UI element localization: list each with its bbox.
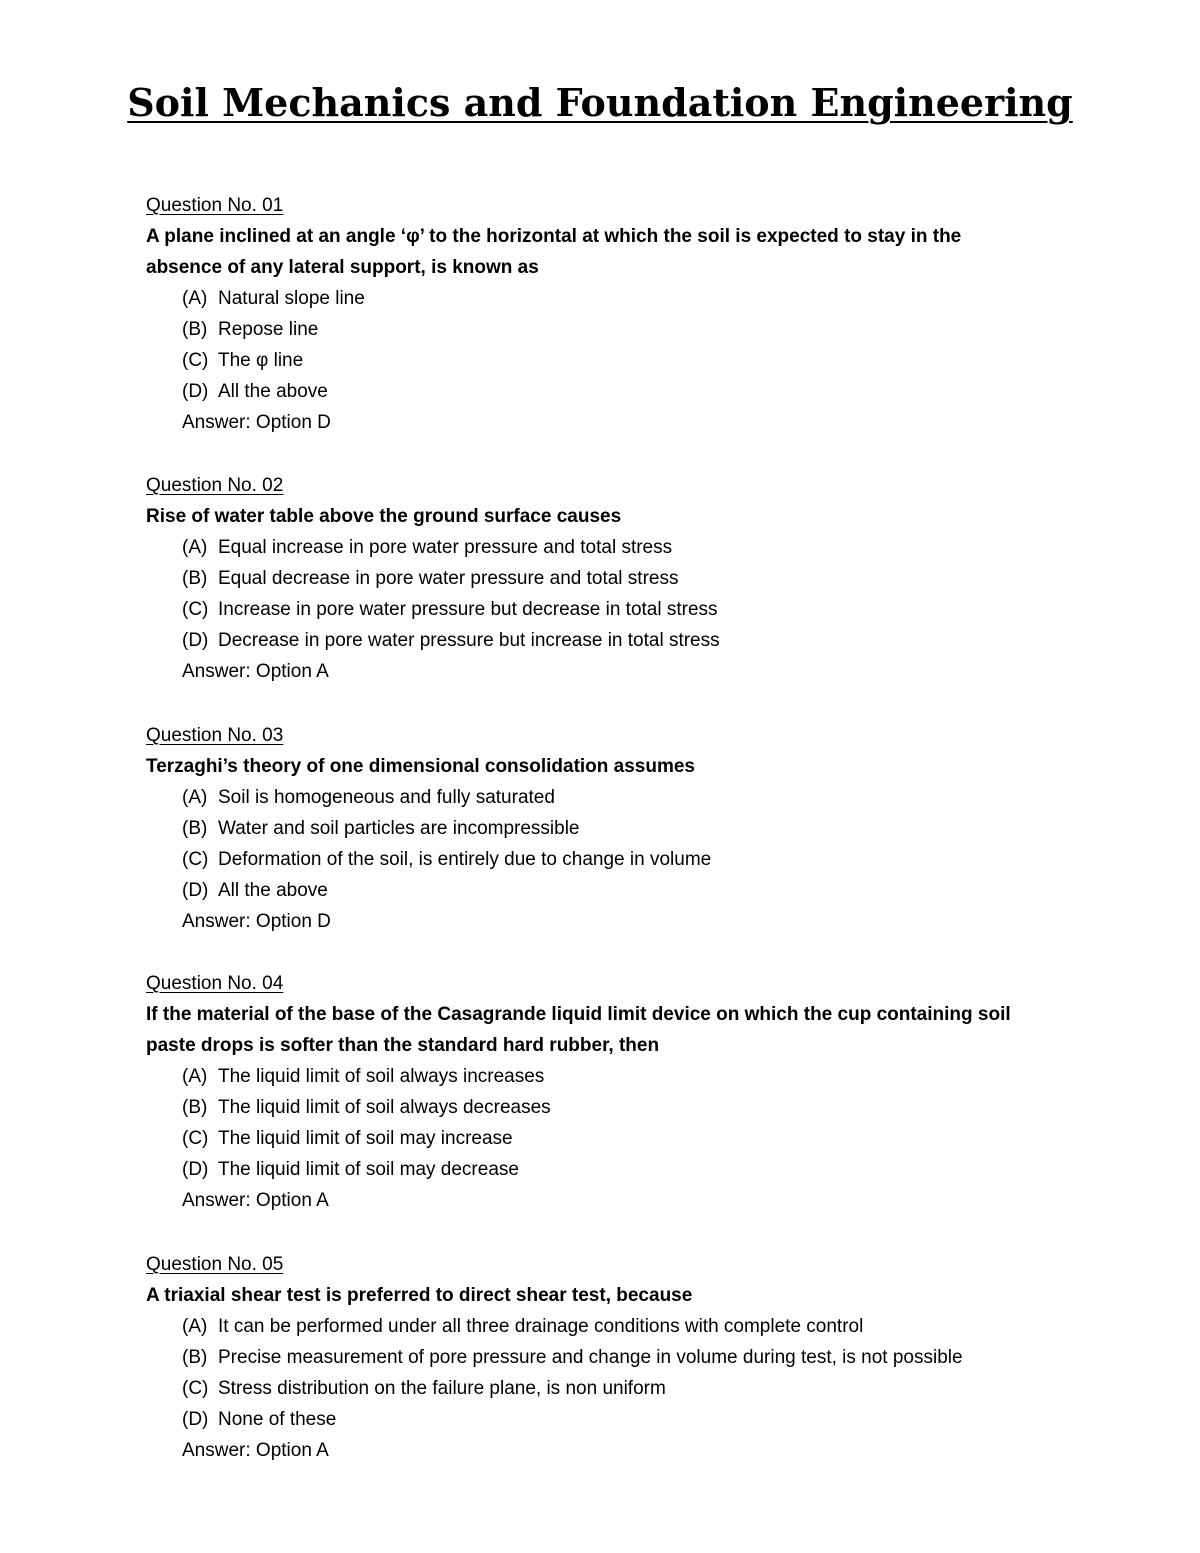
answer-option-c [146, 844, 1046, 875]
option-text: All the above [218, 880, 328, 901]
option-text: Water and soil particles are incompressible [218, 818, 580, 839]
question-block-02 [146, 470, 1046, 687]
question-text-line: absence of any lateral support, is known as [146, 257, 539, 278]
option-label: (A) [182, 537, 208, 558]
option-text: All the above [218, 381, 328, 402]
option-label: (B) [182, 1097, 208, 1118]
question-text-line: Rise of water table above the ground surface causes [146, 506, 622, 527]
question-number: Question No. 01 [146, 195, 284, 216]
option-label: (A) [182, 1316, 208, 1337]
option-label: (C) [182, 599, 209, 620]
option-label: (D) [182, 880, 209, 901]
option-text: The liquid limit of soil may increase [218, 1128, 513, 1149]
option-label: (D) [182, 1409, 209, 1430]
question-number: Question No. 02 [146, 475, 284, 496]
answer-option-a [146, 532, 1046, 563]
answer-option-b [146, 1092, 1046, 1123]
answer-option-b [146, 1342, 1046, 1373]
option-text: Stress distribution on the failure plane, is non uniform [218, 1378, 666, 1399]
option-text: It can be performed under all three drainage conditions with complete control [218, 1316, 864, 1337]
question-block-04 [146, 968, 1046, 1216]
option-text: The liquid limit of soil always decreases [218, 1097, 551, 1118]
question-text-line: Terzaghi’s theory of one dimensional consolidation assumes [146, 756, 695, 777]
question-number: Question No. 05 [146, 1254, 284, 1275]
answer-option-c [146, 1123, 1046, 1154]
question-text-line: paste drops is softer than the standard hard rubber, then [146, 1035, 660, 1056]
option-text: Equal increase in pore water pressure and total stress [218, 537, 673, 558]
question-text-line: A plane inclined at an angle ‘φ’ to the horizontal at which the soil is expected to stay in the [146, 226, 962, 247]
answer-option-b [146, 314, 1046, 345]
correct-answer: Answer: Option D [182, 412, 331, 433]
option-label: (C) [182, 1378, 209, 1399]
question-block-01 [146, 190, 1046, 438]
option-label: (B) [182, 818, 208, 839]
option-text: Increase in pore water pressure but decrease in total stress [218, 599, 718, 620]
question-text-line: If the material of the base of the Casagrande liquid limit device on which the cup containing soil [146, 1004, 1011, 1025]
answer-option-d [146, 1404, 1046, 1435]
document-title: Soil Mechanics and Foundation Engineering [127, 80, 1073, 125]
option-label: (A) [182, 1066, 208, 1087]
option-label: (C) [182, 849, 209, 870]
question-text-line: A triaxial shear test is preferred to direct shear test, because [146, 1285, 693, 1306]
option-text: Soil is homogeneous and fully saturated [218, 787, 555, 808]
answer-option-d [146, 625, 1046, 656]
option-label: (D) [182, 630, 209, 651]
option-label: (C) [182, 1128, 209, 1149]
answer-option-c [146, 594, 1046, 625]
correct-answer: Answer: Option A [182, 1440, 329, 1461]
correct-answer: Answer: Option D [182, 911, 331, 932]
option-label: (C) [182, 350, 209, 371]
correct-answer: Answer: Option A [182, 661, 329, 682]
option-text: Repose line [218, 319, 319, 340]
option-text: The φ line [218, 350, 304, 371]
option-text: The liquid limit of soil may decrease [218, 1159, 519, 1180]
answer-option-d [146, 1154, 1046, 1185]
option-label: (A) [182, 288, 208, 309]
option-text: Decrease in pore water pressure but increase in total stress [218, 630, 720, 651]
question-block-03 [146, 720, 1046, 937]
question-number: Question No. 04 [146, 973, 284, 994]
option-text: Precise measurement of pore pressure and change in volume during test, is not possible [218, 1347, 963, 1368]
option-label: (D) [182, 381, 209, 402]
answer-option-d [146, 875, 1046, 906]
option-label: (D) [182, 1159, 209, 1180]
answer-option-a [146, 283, 1046, 314]
answer-option-a [146, 1061, 1046, 1092]
option-text: The liquid limit of soil always increases [218, 1066, 545, 1087]
option-text: None of these [218, 1409, 337, 1430]
option-label: (B) [182, 319, 208, 340]
answer-option-a [146, 782, 1046, 813]
answer-option-a [146, 1311, 1046, 1342]
option-label: (A) [182, 787, 208, 808]
question-number: Question No. 03 [146, 725, 284, 746]
option-text: Equal decrease in pore water pressure and total stress [218, 568, 679, 589]
option-label: (B) [182, 568, 208, 589]
answer-option-b [146, 813, 1046, 844]
option-label: (B) [182, 1347, 208, 1368]
answer-option-c [146, 1373, 1046, 1404]
option-text: Deformation of the soil, is entirely due to change in volume [218, 849, 712, 870]
answer-option-b [146, 563, 1046, 594]
question-block-05 [146, 1249, 1046, 1466]
answer-option-c [146, 345, 1046, 376]
correct-answer: Answer: Option A [182, 1190, 329, 1211]
option-text: Natural slope line [218, 288, 365, 309]
answer-option-d [146, 376, 1046, 407]
